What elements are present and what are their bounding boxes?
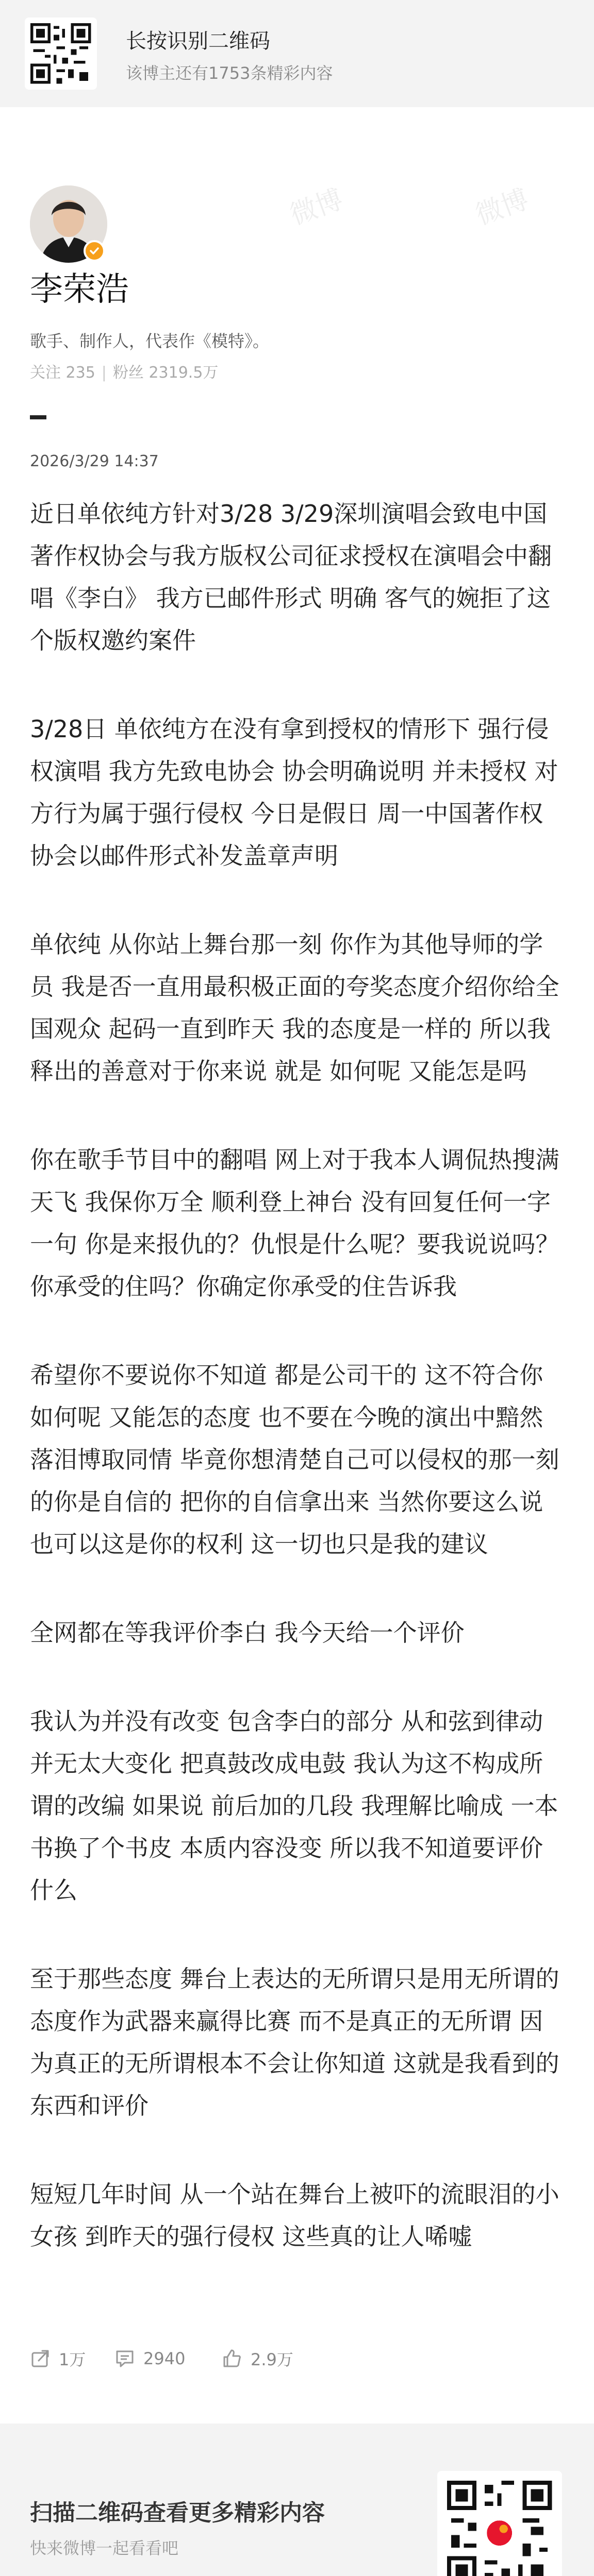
bottom-banner-subtitle: 快来微博一起看看吧 (30, 2538, 179, 2558)
bottom-banner-title: 扫描二维码查看更多精彩内容 (30, 2500, 325, 2526)
post-paragraph: 希望你不要说你不知道 都是公司干的 这不符合你 如何呢 又能怎的态度 也不要在今晚的演出中黯然落泪博取同情 毕竟你想清楚自己可以侵权的那一刻的你是自信的 把你的自信拿出来 当然你要这么说也可以这是你的权利 这一切也只是我的建议 (30, 1361, 559, 1558)
post-paragraph: 短短几年时间 从一个站在舞台上被吓的流眼泪的小女孩 到昨天的强行侵权 这些真的让人唏嘘 (30, 2180, 559, 2250)
comment-button[interactable] (114, 2343, 185, 2374)
post-paragraph: 近日单依纯方针对3/28 3/29深圳演唱会致电中国著作权协会与我方版权公司征求授权在演唱会中翻唱《李白》 我方已邮件形式 明确 客气的婉拒了这个版权邀约案件 (30, 500, 552, 654)
comment-icon (114, 2348, 135, 2369)
stats-separator: | (101, 364, 107, 382)
qr-code-icon[interactable] (437, 2471, 562, 2576)
repost-icon (30, 2348, 51, 2369)
followers-count[interactable]: 粉丝 2319.5万 (112, 364, 219, 382)
user-bio: 歌手、制作人，代表作《模特》。 (30, 331, 270, 351)
repost-button[interactable] (30, 2343, 86, 2374)
post-paragraph: 你在歌手节目中的翻唱 网上对于我本人调侃热搜满天飞 我保你万全 顺利登上神台 没有回复任何一字一句 你是来报仇的？仇恨是什么呢？要我说说吗？你承受的住吗？你确定你承受的住告诉我 (30, 1146, 559, 1300)
top-qr-banner (0, 0, 594, 107)
like-icon (222, 2348, 242, 2369)
action-bar (30, 2343, 566, 2374)
post-paragraph: 全网都在等我评价李白 我今天给一个评价 (30, 1619, 465, 1647)
user-stats (30, 363, 218, 383)
post-timestamp: 2026/3/29 14:37 (30, 452, 159, 470)
like-count: 2.9万 (251, 2350, 293, 2369)
post-paragraph: 单依纯 从你站上舞台那一刻 你作为其他导师的学员 我是否一直用最积极正面的夸奖态度介绍你给全国观众 起码一直到昨天 我的态度是一样的 所以我释出的善意对于你来说 就是 如何呢 又能怎是吗 (30, 930, 559, 1085)
post-paragraph: 至于那些态度 舞台上表达的无所谓只是用无所谓的态度作为武器来赢得比赛 而不是真正的无所谓 因为真正的无所谓根本不会让你知道 这就是我看到的东西和评价 (30, 1965, 559, 2120)
qr-code-icon[interactable] (25, 18, 97, 90)
post-paragraph: 3/28日 单依纯方在没有拿到授权的情形下 强行侵权演唱 我方先致电协会 协会明确说明 并未授权 对方行为属于强行侵权 今日是假日 周一中国著作权协会以邮件形式补发盖章声明 (30, 715, 558, 870)
bottom-qr-banner (0, 2424, 594, 2576)
post-paragraph: 我认为并没有改变 包含李白的部分 从和弦到律动 并无太大变化 把真鼓改成电鼓 我认为这不构成所谓的改编 如果说 前后加的几段 我理解比喻成 一本书换了个书皮 本质内容没变 所以我不知道要评价什么 (30, 1707, 558, 1904)
divider (30, 415, 46, 419)
watermark: 微博 (471, 183, 533, 231)
like-button[interactable] (222, 2343, 293, 2374)
post-body (30, 493, 566, 2304)
verified-badge-icon (84, 240, 105, 262)
repost-count: 1万 (59, 2350, 86, 2369)
banner-title: 长按识别二维码 (126, 29, 270, 53)
watermark: 微博 (286, 183, 348, 231)
comment-count: 2940 (143, 2349, 186, 2368)
following-count[interactable]: 关注 235 (30, 364, 95, 382)
banner-subtitle: 该博主还有1753条精彩内容 (126, 63, 333, 83)
user-name[interactable]: 李荣浩 (30, 270, 129, 309)
